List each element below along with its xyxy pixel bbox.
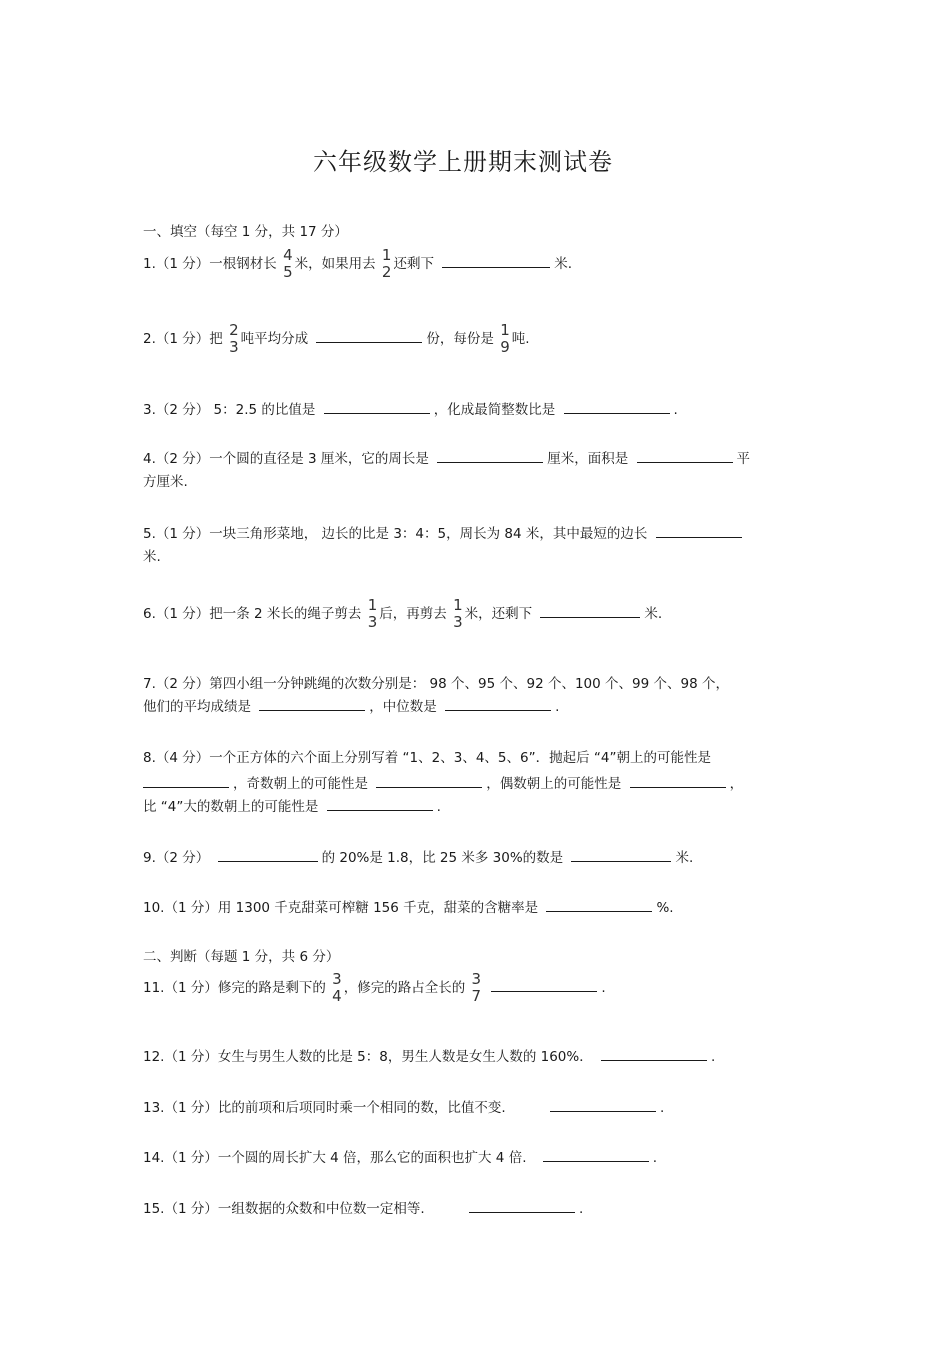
question-text: ，: [729, 776, 744, 792]
question-text: 他们的平均成绩是: [143, 699, 251, 715]
question-text: .: [711, 1049, 716, 1065]
answer-blank[interactable]: [491, 977, 597, 992]
question-text: 11.（1 分）修完的路是剩下的: [143, 980, 326, 996]
denominator: 7: [471, 987, 482, 1005]
question-text: 厘米，面积是: [547, 451, 629, 467]
answer-blank[interactable]: [543, 1147, 649, 1162]
question-15: [143, 1197, 583, 1217]
answer-blank[interactable]: [437, 448, 543, 463]
answer-blank[interactable]: [316, 328, 422, 343]
fraction: [453, 597, 463, 631]
fraction: [229, 322, 239, 356]
question-4-cont: 方厘米.: [143, 474, 188, 490]
denominator: 5: [283, 263, 293, 281]
answer-blank[interactable]: [564, 399, 670, 414]
question-text: .: [659, 1100, 665, 1116]
question-text: 4.（2 分）一个圆的直径是 3 厘米，它的周长是: [143, 451, 429, 467]
answer-blank[interactable]: [327, 796, 433, 811]
question-text: 吨平均分成: [240, 331, 309, 347]
question-8-cont: [143, 772, 743, 792]
numerator: 3: [471, 970, 482, 988]
question-text: 10.（1 分）用 1300 千克甜菜可榨糖 156 千克，甜菜的含糖率是: [143, 900, 539, 916]
numerator: 1: [500, 321, 510, 339]
denominator: 3: [229, 338, 239, 356]
answer-blank[interactable]: [550, 1097, 656, 1112]
question-text: 米.: [675, 850, 694, 866]
question-8: 8.（4 分）一个正方体的六个面上分别写着 “1、2、3、4、5、6”．抛起后 “4”朝上的可能性是: [143, 750, 711, 766]
question-3: [143, 398, 678, 418]
page-title: 六年级数学上册期末测试卷: [313, 148, 613, 176]
answer-blank[interactable]: [324, 399, 430, 414]
question-text: ，修完的路占全长的: [343, 980, 466, 996]
answer-blank[interactable]: [571, 847, 671, 862]
question-text: 米.: [644, 606, 663, 622]
question-text: 5.（1 分）一块三角形菜地， 边长的比是 3：4：5，周长为 84 米，其中最短的边长: [143, 526, 648, 542]
question-text: .: [673, 402, 678, 418]
question-text: .: [601, 980, 606, 996]
fraction: [500, 322, 510, 356]
question-7-cont: [143, 695, 559, 715]
question-10: [143, 896, 674, 916]
question-text: 12.（1 分）女生与男生人数的比是 5：8，男生人数是女生人数的 160%．: [143, 1049, 593, 1065]
fraction: [283, 247, 293, 281]
question-text: .: [436, 799, 441, 815]
numerator: 4: [283, 246, 293, 264]
answer-blank[interactable]: [656, 523, 742, 538]
question-text: 2.（1 分）把: [143, 331, 223, 347]
denominator: 2: [381, 263, 392, 281]
question-text: 还剩下: [393, 256, 434, 272]
numerator: 3: [332, 970, 342, 988]
fraction: [332, 971, 342, 1005]
question-13: [143, 1096, 664, 1116]
answer-blank[interactable]: [376, 773, 482, 788]
question-2: [143, 322, 530, 356]
question-5-cont: 米.: [143, 549, 161, 565]
answer-blank[interactable]: [540, 603, 640, 618]
answer-blank[interactable]: [601, 1046, 707, 1061]
question-text: ，奇数朝上的可能性是: [233, 776, 368, 792]
numerator: 1: [381, 246, 392, 264]
question-text: 的 20%是 1.8，比 25 米多 30%的数是: [321, 850, 564, 866]
numerator: 2: [229, 321, 239, 339]
question-text: 米.: [554, 256, 573, 272]
answer-blank[interactable]: [637, 448, 733, 463]
question-text: ，偶数朝上的可能性是: [486, 776, 622, 792]
question-1: [143, 247, 572, 281]
question-9: [143, 846, 693, 866]
denominator: 3: [453, 613, 463, 631]
answer-blank[interactable]: [259, 696, 365, 711]
answer-blank[interactable]: [445, 696, 551, 711]
answer-blank[interactable]: [546, 897, 652, 912]
answer-blank[interactable]: [469, 1198, 575, 1213]
question-11: [143, 971, 606, 1005]
question-12: [143, 1045, 715, 1065]
answer-blank[interactable]: [218, 847, 318, 862]
question-text: 6.（1 分）把一条 2 米长的绳子剪去: [143, 606, 362, 622]
denominator: 4: [332, 987, 342, 1005]
question-14: [143, 1146, 657, 1166]
question-text: 米，还剩下: [464, 606, 533, 622]
question-text: 后，再剪去: [379, 606, 447, 622]
numerator: 1: [367, 596, 378, 614]
question-8-cont2: [143, 795, 441, 815]
question-text: .: [555, 699, 560, 715]
question-text: 13.（1 分）比的前项和后项同时乘一个相同的数，比值不变.: [143, 1100, 506, 1116]
answer-blank[interactable]: [143, 773, 229, 788]
question-4: [143, 447, 750, 467]
question-text: .: [578, 1201, 584, 1217]
fraction: [472, 971, 482, 1005]
section-heading-fill: 一、填空（每空 1 分，共 17 分）: [143, 224, 348, 240]
question-text: 3.（2 分） 5：2.5 的比值是: [143, 402, 316, 418]
question-text: 比 “4”大的数朝上的可能性是: [143, 799, 319, 815]
question-text: 1.（1 分）一根钢材长: [143, 256, 277, 272]
question-text: 15.（1 分）一组数据的众数和中位数一定相等.: [143, 1201, 425, 1217]
question-text: %.: [656, 900, 674, 916]
question-6: [143, 597, 662, 631]
question-text: 9.（2 分）: [143, 850, 210, 866]
question-text: .: [652, 1150, 658, 1166]
answer-blank[interactable]: [630, 773, 726, 788]
question-text: 14.（1 分）一个圆的周长扩大 4 倍，那么它的面积也扩大 4 倍.: [143, 1150, 527, 1166]
fraction: [382, 247, 392, 281]
question-7: 7.（2 分）第四小组一分钟跳绳的次数分别是： 98 个、95 个、92 个、100 个、99 个、98 个，: [143, 676, 729, 692]
section-heading-judge: 二、判断（每题 1 分，共 6 分）: [143, 949, 340, 965]
answer-blank[interactable]: [442, 253, 550, 268]
question-text: 平: [736, 451, 751, 467]
question-text: 份，每份是: [426, 331, 494, 347]
denominator: 9: [500, 338, 510, 356]
question-5: [143, 522, 746, 542]
fraction: [368, 597, 378, 631]
question-text: 吨.: [511, 331, 530, 347]
question-text: ，化成最简整数比是: [433, 402, 556, 418]
denominator: 3: [367, 613, 378, 631]
question-text: 米，如果用去: [294, 256, 376, 272]
question-text: ，中位数是: [369, 699, 437, 715]
numerator: 1: [453, 596, 463, 614]
